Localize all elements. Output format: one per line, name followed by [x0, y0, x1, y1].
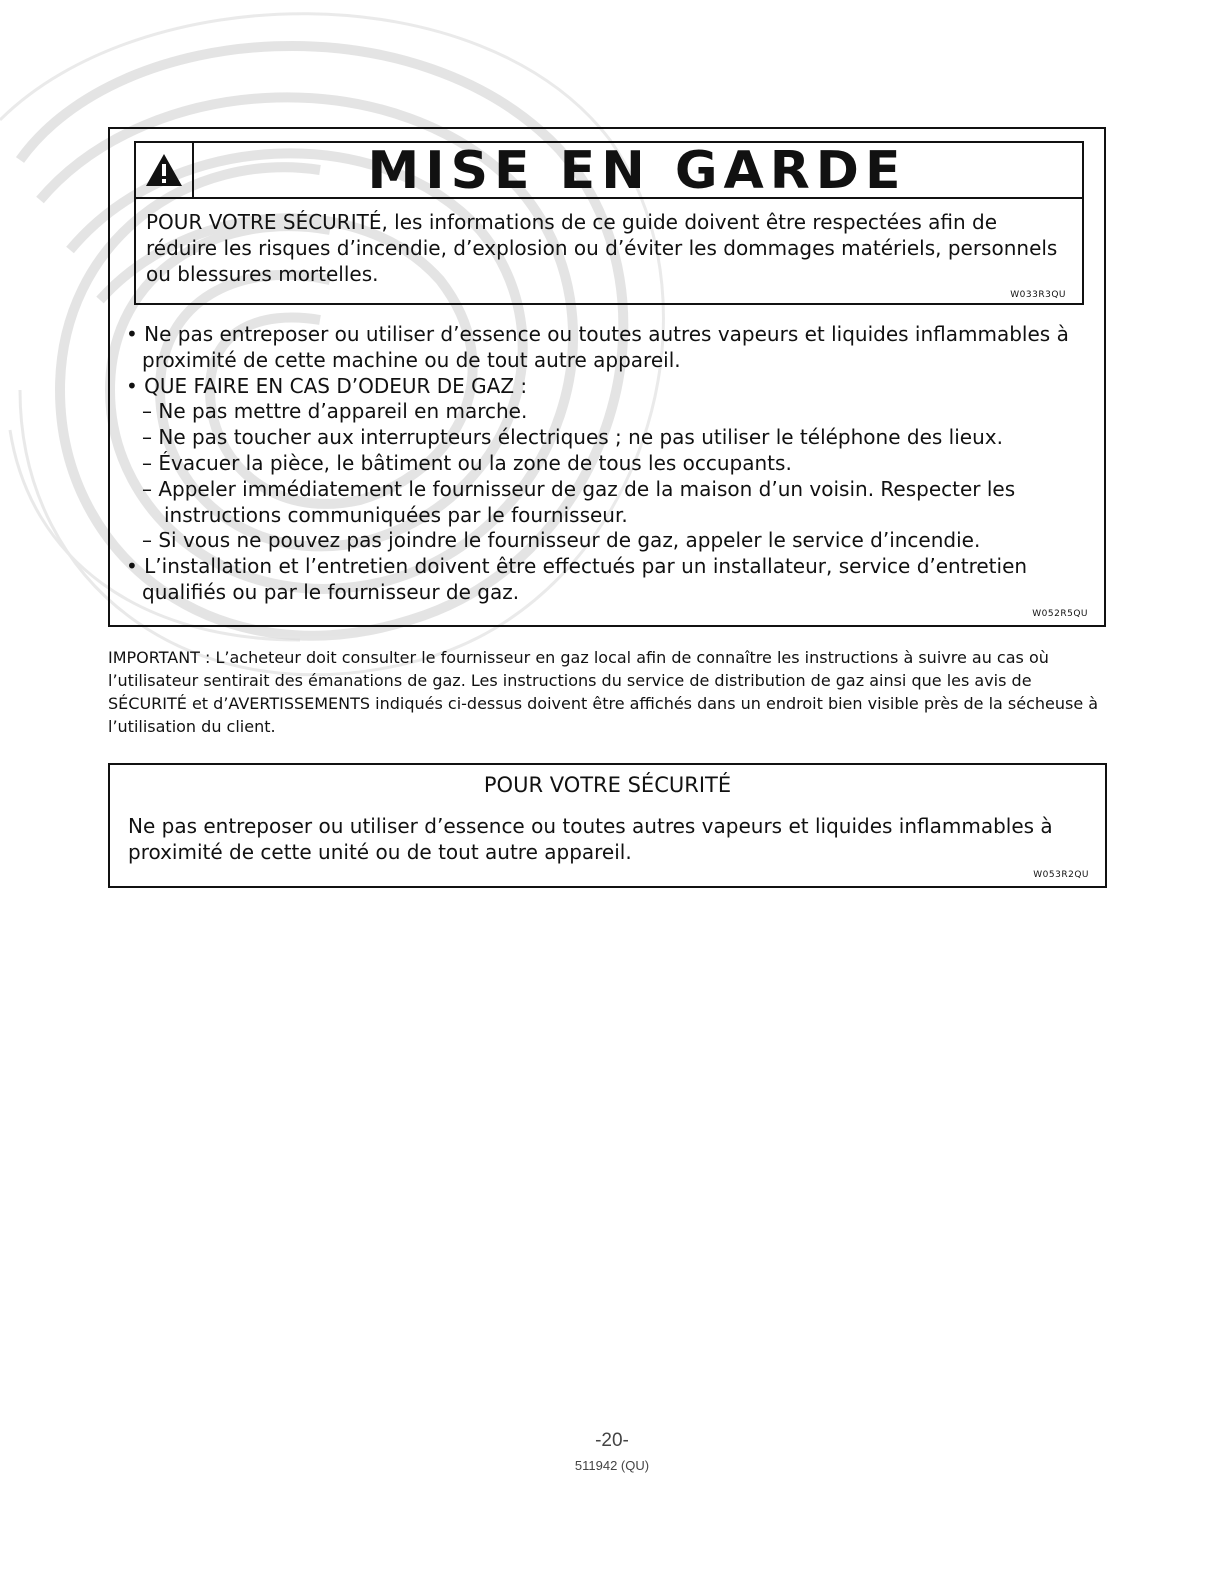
page-number: -20-: [595, 1430, 629, 1451]
safety-box-code: W053R2QU: [1033, 870, 1089, 880]
important-note: IMPORTANT : L’acheteur doit consulter le fournisseur en gaz local afin de connaître les instructions à suivre au cas où l’utilisateur sentirait des émanations de gaz. Les instructions du service de distribution de gaz ainsi que les avis de SÉCURITÉ et d’AVERTISSEMENTS indiqués ci-dessus doivent être affichés dans un endroit bien visible près de la sécheuse à l’utilisation du client.: [108, 648, 1099, 736]
safety-paragraph: POUR VOTRE SÉCURITÉ, les informations de ce guide doivent être respectées afin de réduire les risques d’incendie, d’explosion ou d’éviter les dommages matériels, personnels ou blessures mortelles.: [146, 210, 1058, 286]
warning-code-1: W033R3QU: [1010, 290, 1066, 300]
list-item: • Ne pas entreposer ou utiliser d’essence ou toutes autres vapeurs et liquides inflammables à proximité de cette machine ou de tout autre appareil.: [126, 322, 1069, 372]
warning-code-2: W052R5QU: [1032, 609, 1088, 619]
warning-title-row: [136, 143, 1082, 199]
list-item: • L’installation et l’entretien doivent être effectués par un installateur, service d’entretien qualifiés ou par le fournisseur de gaz.: [126, 554, 1028, 604]
list-item: – Évacuer la pièce, le bâtiment ou la zone de tous les occupants.: [142, 450, 792, 475]
list-item: – Ne pas toucher aux interrupteurs électriques ; ne pas utiliser le téléphone des lieux.: [142, 425, 1003, 450]
list-item: – Si vous ne pouvez pas joindre le fournisseur de gaz, appeler le service d’incendie.: [142, 528, 981, 553]
list-item: – Ne pas mettre d’appareil en marche.: [142, 399, 528, 424]
safety-box-text: Ne pas entreposer ou utiliser d’essence ou toutes autres vapeurs et liquides inflammables à proximité de cette unité ou de tout autre appareil.: [128, 814, 1053, 864]
document-id: 511942 (QU): [574, 1458, 650, 1473]
safety-box: [108, 763, 1107, 888]
list-item: – Appeler immédiatement le fournisseur de gaz de la maison d’un voisin. Respecter les instructions communiquées par le fournisseur.: [142, 476, 1016, 527]
safety-box-title: POUR VOTRE SÉCURITÉ: [483, 773, 732, 797]
warning-box: [108, 127, 1106, 627]
warning-title: MISE EN GARDE: [367, 141, 907, 201]
warning-triangle-icon: [136, 143, 194, 197]
list-item: • QUE FAIRE EN CAS D’ODEUR DE GAZ :: [126, 373, 528, 398]
warning-list: [126, 322, 1106, 606]
warning-header-box: [134, 141, 1084, 305]
